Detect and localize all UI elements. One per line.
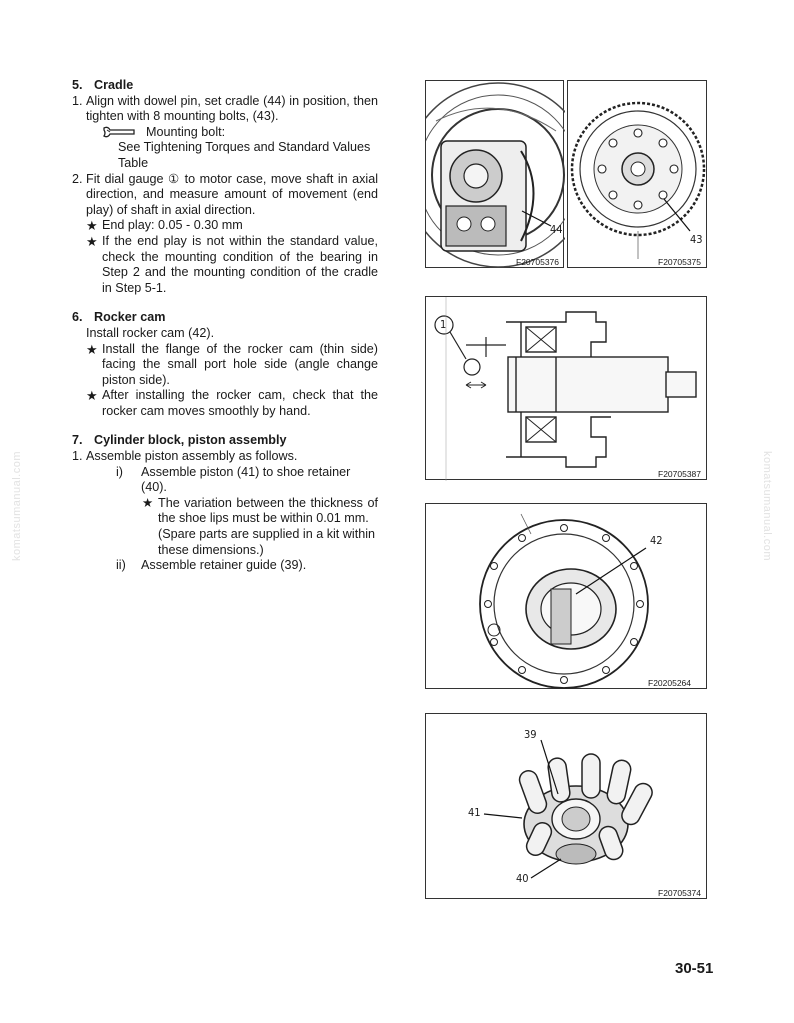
cylinder-substep-ii: ii) Assemble retainer guide (39). bbox=[116, 558, 307, 573]
end-play-check-note: ★ If the end play is not within the standard value, check the mounting condition of the bearing in Step 2 and the mounting condition of the cradle in Step 5-1. bbox=[86, 233, 378, 295]
cylinder-step-1: 1. Assemble piston assembly as follows. bbox=[72, 449, 298, 464]
figure-code: F20705387 bbox=[658, 469, 702, 479]
mounting-bolt-reference: See Tightening Torques and Standard Values Table bbox=[118, 140, 371, 170]
dial-gauge-drawing bbox=[426, 297, 708, 481]
figure-piston-assembly-photo bbox=[425, 713, 707, 899]
cradle-photo-drawing bbox=[426, 81, 565, 269]
wrench-icon bbox=[102, 126, 138, 138]
watermark-right: komatsumanual.com bbox=[761, 451, 773, 561]
callout-1: 1 bbox=[440, 318, 447, 331]
callout-44: 44 bbox=[550, 223, 563, 236]
mounting-bolt-note: Mounting bolt: bbox=[72, 125, 378, 141]
figure-code: F20705376 bbox=[516, 257, 560, 267]
callout-39: 39 bbox=[524, 728, 537, 741]
cradle-step-1: 1. Align with dowel pin, set cradle (44) in position, then tighten with 8 mounting bolts, (43). bbox=[72, 93, 378, 124]
star-icon: ★ bbox=[86, 233, 98, 249]
mounting-bolts-drawing bbox=[568, 81, 708, 269]
rocker-flange-note: ★ Install the flange of the rocker cam (thin side) facing the small port hole side (angle change piston side). bbox=[86, 341, 378, 387]
text-column bbox=[72, 78, 378, 574]
cylinder-substep-i: i) Assemble piston (41) to shoe retainer (40). bbox=[116, 464, 351, 495]
callout-42: 42 bbox=[650, 534, 663, 547]
star-icon: ★ bbox=[86, 341, 98, 357]
figure-code: F20705375 bbox=[658, 257, 702, 267]
spare-parts-note: (Spare parts are supplied in a kit within these dimensions.) bbox=[158, 527, 376, 557]
star-icon: ★ bbox=[86, 218, 98, 234]
star-icon: ★ bbox=[86, 388, 98, 404]
star-icon: ★ bbox=[142, 495, 154, 510]
figure-code: F20705374 bbox=[658, 888, 702, 898]
cradle-step-2: 2. Fit dial gauge ① to motor case, move shaft in axial direction, and measure amount of movement (end play) of shaft in axial direction. bbox=[72, 171, 378, 217]
figure-cradle-photo bbox=[425, 80, 564, 268]
rocker-check-note: ★ After installing the rocker cam, check that the rocker cam moves smoothly by hand. bbox=[86, 388, 378, 418]
figure-mounting-bolts-photo bbox=[567, 80, 707, 268]
page-number: 30-51 bbox=[675, 960, 714, 977]
section-6-title: 6. Rocker cam bbox=[72, 310, 166, 325]
end-play-spec: ★ End play: 0.05 - 0.30 mm bbox=[86, 218, 243, 234]
shoe-lip-tolerance-note: ★ The variation between the thickness of the shoe lips must be within 0.01 mm. bbox=[142, 495, 378, 526]
figure-dial-gauge-diagram bbox=[425, 296, 707, 480]
section-5-title: 5. Cradle bbox=[72, 78, 134, 92]
callout-40: 40 bbox=[516, 872, 529, 885]
figure-rocker-cam-photo bbox=[425, 503, 707, 689]
figure-code: F20205264 bbox=[648, 678, 692, 688]
callout-43: 43 bbox=[690, 233, 703, 246]
callout-41: 41 bbox=[468, 806, 481, 819]
watermark-left: komatsumanual.com bbox=[11, 451, 23, 561]
rocker-cam-drawing bbox=[426, 504, 708, 690]
rocker-cam-intro: Install rocker cam (42). bbox=[86, 325, 215, 340]
section-7-title: 7. Cylinder block, piston assembly bbox=[72, 433, 287, 448]
